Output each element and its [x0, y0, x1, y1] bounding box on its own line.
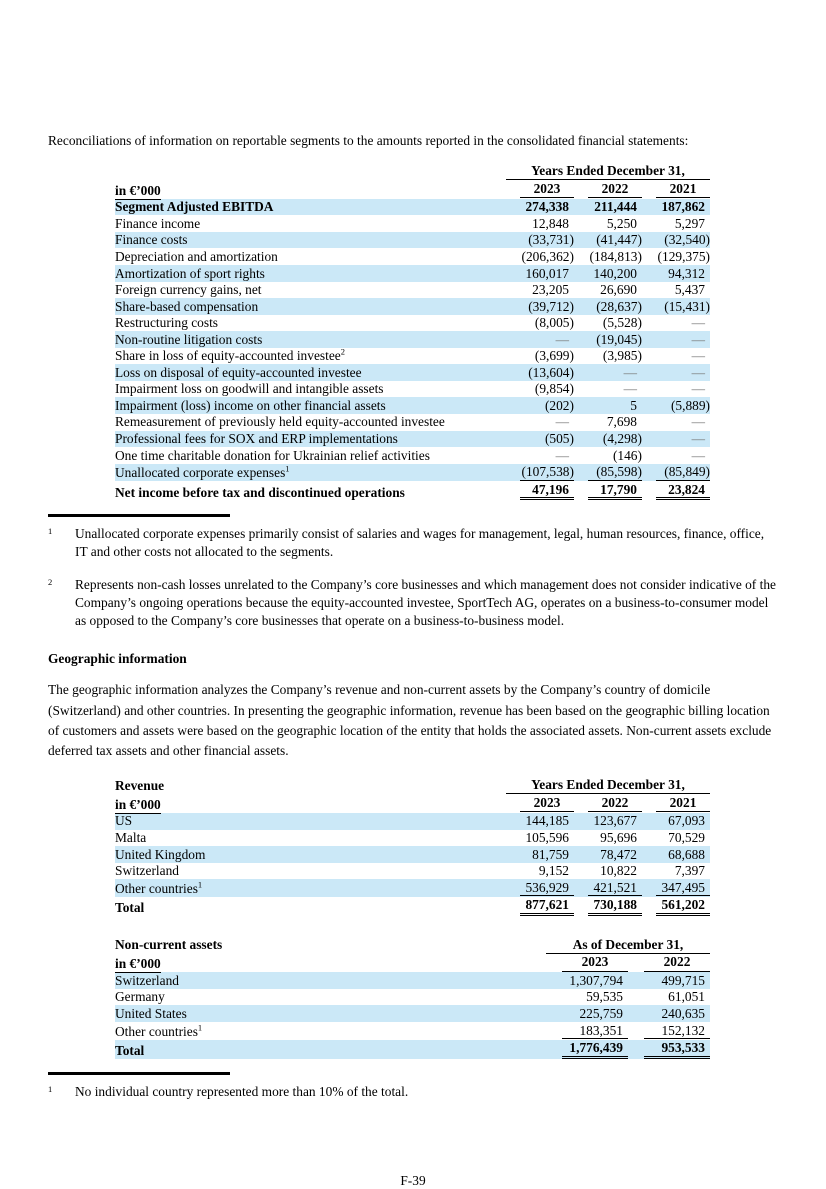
period-header: Years Ended December 31,	[506, 163, 710, 180]
footnote-divider	[48, 1072, 230, 1075]
row-value: (41,447)	[574, 232, 642, 249]
table-row	[115, 248, 710, 265]
row-value: 536,929	[506, 879, 574, 897]
year-header-2023: 2023	[546, 953, 628, 972]
intro-paragraph: Reconciliations of information on reportable segments to the amounts reported in the consolidated financial statements:	[48, 133, 689, 148]
row-value: 78,472	[574, 846, 642, 863]
row-value: 561,202	[642, 897, 710, 917]
row-label: Impairment loss on goodwill and intangible assets	[115, 381, 384, 397]
footnote-reference: 2	[340, 346, 345, 357]
page-number: F-39	[400, 1173, 426, 1189]
table-row	[115, 1005, 710, 1022]
row-label: Unallocated corporate expenses$^1$	[115, 464, 506, 482]
row-value: 9,152	[538, 863, 569, 879]
row-value: 144,185	[506, 813, 574, 830]
table-row	[115, 481, 710, 501]
year-header-2021: 2021	[642, 180, 710, 199]
row-value: —	[691, 348, 705, 364]
row-label: Switzerland	[115, 863, 179, 879]
row-value: —	[691, 381, 705, 397]
row-value: —	[506, 331, 574, 348]
footnote-2	[48, 576, 778, 630]
row-label: Professional fees for SOX and ERP implementations	[115, 431, 506, 448]
segment-reconciliation-table	[115, 163, 710, 501]
row-label: Finance income	[115, 215, 201, 231]
column-header-row	[115, 180, 710, 199]
row-label: Share-based compensation	[115, 298, 506, 315]
row-value: 10,822	[600, 863, 637, 879]
row-value: (19,045)	[574, 331, 642, 348]
row-value: 183,351	[546, 1022, 628, 1040]
footnote-reference: 1	[285, 463, 290, 474]
row-value: (5,889)	[642, 397, 710, 414]
table-row	[115, 199, 710, 216]
row-value: 23,824	[642, 481, 710, 501]
row-value: (3,985)	[602, 348, 642, 364]
footnote-text: Represents non-cash losses unrelated to the Company’s core businesses and which management does not consider indicative of the Company’s ongoing operations because the equity-accounted investee, SportTech AG, operates on a business-to-consumer model as opposed to the Company’s core businesses that operate on a business-to-business model.	[75, 576, 776, 628]
footnote-marker: 2	[48, 576, 53, 587]
row-label: Total	[115, 900, 145, 916]
row-value: (129,375)	[657, 248, 710, 264]
table-row	[115, 265, 710, 282]
row-value: 140,200	[574, 265, 642, 282]
row-label: Switzerland	[115, 972, 546, 989]
row-label: Remeasurement of previously held equity-accounted investee	[115, 414, 445, 430]
period-header: As of December 31,	[546, 936, 710, 953]
table-row	[115, 989, 710, 1006]
row-value: 730,188	[574, 897, 642, 917]
row-label: Segment Adjusted EBITDA	[115, 199, 506, 216]
table-row	[115, 381, 710, 398]
row-value: —	[691, 447, 705, 463]
table-title: Non-current assets	[115, 937, 223, 953]
table-row	[115, 830, 710, 847]
row-value: (4,298)	[574, 431, 642, 448]
row-value: (5,528)	[602, 315, 642, 331]
year-header-2023: 2023	[506, 794, 574, 813]
row-value: 94,312	[642, 265, 710, 282]
row-value: 187,862	[642, 199, 710, 216]
row-value: —	[691, 414, 705, 430]
row-value: 1,307,794	[546, 972, 628, 989]
table-row	[115, 232, 710, 249]
table-row	[115, 348, 710, 365]
table-row	[115, 397, 710, 414]
table-row	[115, 464, 710, 482]
footnote-marker: 1	[48, 1084, 53, 1095]
table-row	[115, 897, 710, 917]
row-value: 240,635	[628, 1005, 710, 1022]
row-label: Impairment (loss) income on other financial assets	[115, 397, 506, 414]
empty-cell	[115, 163, 506, 180]
row-value: (39,712)	[506, 298, 574, 315]
table-row	[115, 315, 710, 332]
footnote-1	[48, 525, 778, 561]
period-header-row	[115, 777, 710, 794]
noncurrent-assets-table	[115, 936, 710, 1059]
row-value: 953,533	[628, 1040, 710, 1060]
table-row	[115, 431, 710, 448]
row-value: 7,397	[674, 863, 705, 879]
row-value: —	[642, 431, 710, 448]
row-value: (146)	[612, 447, 642, 463]
row-label: Non-routine litigation costs	[115, 331, 506, 348]
year-header-2021: 2021	[642, 794, 710, 813]
row-label: Depreciation and amortization	[115, 248, 278, 264]
currency-label: in €’000	[115, 182, 161, 198]
row-label: Germany	[115, 989, 165, 1005]
row-value: —	[642, 331, 710, 348]
table-row	[115, 813, 710, 830]
footnote-text: No individual country represented more than 10% of the total.	[75, 1084, 409, 1100]
row-label: US	[115, 813, 506, 830]
row-label: Finance costs	[115, 232, 506, 249]
period-header-row	[115, 163, 710, 180]
row-value: (107,538)	[506, 464, 574, 482]
table-row	[115, 331, 710, 348]
row-label: United Kingdom	[115, 846, 506, 863]
period-header: Years Ended December 31,	[506, 777, 710, 794]
table-row	[115, 972, 710, 989]
row-value: (32,540)	[642, 232, 710, 249]
row-value: 70,529	[668, 830, 705, 846]
row-value: —	[555, 414, 569, 430]
row-value: 81,759	[506, 846, 574, 863]
row-value: (85,849)	[642, 464, 710, 482]
year-header-2022: 2022	[574, 180, 642, 199]
row-value: (3,699)	[534, 348, 574, 364]
table-row	[115, 863, 710, 880]
row-value: (184,813)	[589, 248, 642, 264]
geographic-heading: Geographic information	[48, 651, 187, 667]
row-value: 105,596	[525, 830, 569, 846]
row-value: (505)	[506, 431, 574, 448]
footnote-text: Unallocated corporate expenses primarily consist of salaries and wages for management, legal, human resources, finance, office, IT and other costs not allocated to the segments.	[75, 525, 765, 559]
row-label: Other countries$^1$	[115, 879, 506, 897]
row-value: 5	[574, 397, 642, 414]
row-value: 12,848	[532, 215, 569, 231]
row-value: 17,790	[574, 481, 642, 501]
row-value: —	[574, 364, 642, 381]
row-label: Malta	[115, 830, 147, 846]
table-row	[115, 282, 710, 299]
row-value: 68,688	[642, 846, 710, 863]
row-value: (85,598)	[574, 464, 642, 482]
table-row	[115, 215, 710, 232]
row-value: 95,696	[600, 830, 637, 846]
row-value: 225,759	[546, 1005, 628, 1022]
year-header-2022: 2022	[574, 794, 642, 813]
row-value: —	[691, 315, 705, 331]
row-value: 23,205	[532, 282, 569, 298]
row-value: (206,362)	[521, 248, 574, 264]
table-title: Revenue	[115, 777, 165, 793]
row-label: Share in loss of equity-accounted investee$^2$	[115, 346, 345, 364]
table-row	[115, 1040, 710, 1060]
row-value: 26,690	[600, 282, 637, 298]
row-value: —	[623, 381, 637, 397]
row-value: 47,196	[506, 481, 574, 501]
column-header-row	[115, 953, 710, 972]
footnote-reference: 1	[197, 1022, 203, 1033]
row-label: Other countries$^1$	[115, 1022, 203, 1039]
row-value: 61,051	[668, 989, 705, 1005]
row-value: (13,604)	[506, 364, 574, 381]
geographic-paragraph: The geographic information analyzes the Company’s revenue and non-current assets by the Company’s country of domicile (Switzerland) and other countries. In presenting the geographic information, revenue has been based on the geographic billing location of customers and assets were based on the geographic location of the entity that holds the associated assets. Non-current assets exclude deferred tax assets and other financial assets.	[48, 682, 772, 758]
table-row	[115, 447, 710, 464]
row-value: 59,535	[586, 989, 623, 1005]
row-value: 5,250	[606, 215, 637, 231]
row-value: —	[555, 447, 569, 463]
row-label: Total	[115, 1040, 546, 1060]
row-label: United States	[115, 1005, 546, 1022]
table-row	[115, 879, 710, 897]
row-label: Foreign currency gains, net	[115, 282, 262, 298]
currency-label: in €’000	[115, 956, 161, 972]
row-value: 123,677	[574, 813, 642, 830]
row-value: 211,444	[574, 199, 642, 216]
footnote-marker: 1	[48, 525, 53, 536]
row-value: (28,637)	[574, 298, 642, 315]
year-header-2022: 2022	[628, 953, 710, 972]
row-value: 499,715	[628, 972, 710, 989]
row-value: 5,297	[674, 215, 705, 231]
row-value: 160,017	[506, 265, 574, 282]
table-row	[115, 1022, 710, 1040]
row-value: 1,776,439	[546, 1040, 628, 1060]
row-value: (33,731)	[506, 232, 574, 249]
row-value: 7,698	[606, 414, 637, 430]
row-value: 877,621	[506, 897, 574, 917]
bottom-footnote	[48, 1083, 778, 1101]
row-label: Loss on disposal of equity-accounted investee	[115, 364, 506, 381]
row-value: (202)	[506, 397, 574, 414]
currency-label: in €’000	[115, 796, 161, 812]
row-label: Net income before tax and discontinued operations	[115, 484, 405, 500]
row-value: (15,431)	[642, 298, 710, 315]
period-header-row	[115, 936, 710, 953]
revenue-table	[115, 777, 710, 916]
row-value: 347,495	[642, 879, 710, 897]
row-value: 152,132	[628, 1022, 710, 1040]
row-value: (9,854)	[534, 381, 574, 397]
row-label: Restructuring costs	[115, 315, 219, 331]
column-header-row	[115, 794, 710, 813]
row-value: 421,521	[574, 879, 642, 897]
footnote-divider	[48, 514, 230, 517]
table-row	[115, 846, 710, 863]
row-label: One time charitable donation for Ukrainian relief activities	[115, 447, 430, 463]
year-header-2023: 2023	[506, 180, 574, 199]
table-row	[115, 298, 710, 315]
row-value: 67,093	[642, 813, 710, 830]
row-value: —	[642, 364, 710, 381]
table-row	[115, 364, 710, 381]
footnote-reference: 1	[197, 879, 203, 890]
row-value: 274,338	[506, 199, 574, 216]
table-row	[115, 414, 710, 431]
row-label: Amortization of sport rights	[115, 265, 506, 282]
row-value: (8,005)	[534, 315, 574, 331]
row-value: 5,437	[674, 282, 705, 298]
